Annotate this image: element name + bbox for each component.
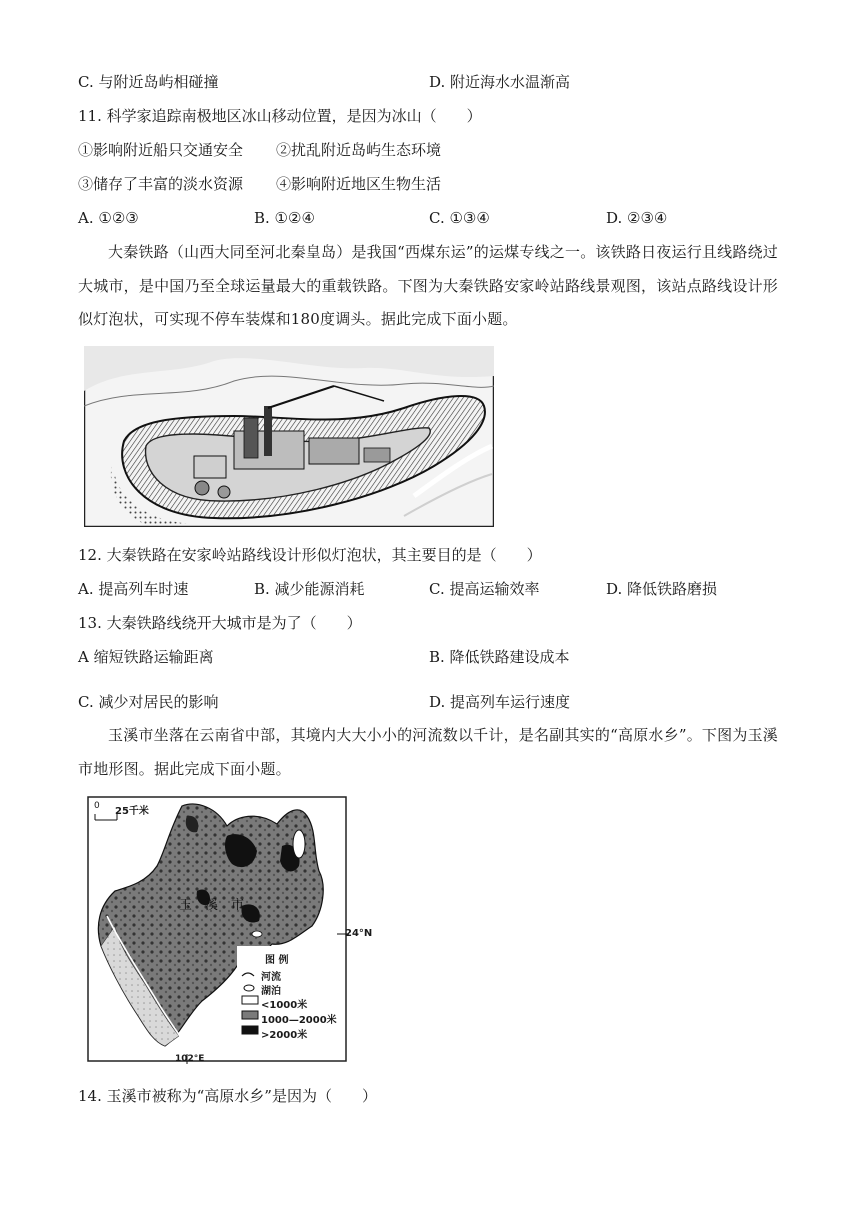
legend-lake: 湖泊: [261, 986, 281, 997]
passage-yuxi: 玉溪市坐落在云南省中部，其境内大大小小的河流数以千计，是名副其实的“高原水乡”。下图为玉溪市地形图。据此完成下面小题。: [78, 726, 778, 778]
q13-option-b: B. 降低铁路建设成本: [429, 648, 570, 666]
q14-stem: 14. 玉溪市被称为“高原水乡”是因为（ ）: [78, 1087, 377, 1105]
map-latitude-label: 24°N: [345, 928, 373, 939]
q13-option-c: C. 减少对居民的影响: [78, 693, 219, 711]
q11-stem: 11. 科学家追踪南极地区冰山移动位置，是因为冰山（ ）: [78, 107, 482, 125]
q12-option-c: C. 提高运输效率: [429, 580, 540, 598]
map-longitude-label: 102°E: [175, 1054, 205, 1064]
q11-item-3: ③储存了丰富的淡水资源: [78, 175, 244, 193]
railway-station-figure: [84, 346, 494, 527]
map-city-label: 玉 溪 市: [179, 898, 245, 913]
q11-option-d: D. ②③④: [606, 209, 668, 227]
q13-stem: 13. 大秦铁路线绕开大城市是为了（ ）: [78, 614, 362, 632]
map-scale-label: 25千米: [115, 806, 149, 817]
yuxi-terrain-map: [87, 796, 387, 1070]
q11-item-1: ①影响附近船只交通安全: [78, 141, 244, 159]
q13-option-a: A 缩短铁路运输距离: [78, 648, 214, 666]
q12-option-a: A. 提高列车时速: [78, 580, 189, 598]
q10-option-d: D. 附近海水水温渐高: [429, 73, 571, 91]
passage-daqin-railway: 大秦铁路（山西大同至河北秦皇岛）是我国“西煤东运”的运煤专线之一。该铁路日夜运行且线路绕过大城市，是中国乃至全球运量最大的重载铁路。下图为大秦铁路安家岭站路线景观图，该站点路线设计形似灯泡状，可实现不停车装煤和180度调头。据此完成下面小题。: [78, 243, 778, 328]
q13-option-d: D. 提高列车运行速度: [429, 693, 571, 711]
q10-option-c: C. 与附近岛屿相碰撞: [78, 73, 219, 91]
q12-stem: 12. 大秦铁路在安家岭站路线设计形似灯泡状，其主要目的是（ ）: [78, 546, 542, 564]
q11-option-b: B. ①②④: [254, 209, 315, 227]
q11-option-c: C. ①③④: [429, 209, 490, 227]
q11-item-4: ④影响附近地区生物生活: [276, 175, 442, 193]
q11-option-a: A. ①②③: [78, 209, 139, 227]
map-scale-zero: 0: [94, 801, 100, 811]
legend-title: 图 例: [265, 955, 289, 966]
q12-option-b: B. 减少能源消耗: [254, 580, 365, 598]
legend-mid: 1000—2000米: [261, 1015, 337, 1026]
q11-item-2: ②扰乱附近岛屿生态环境: [276, 141, 442, 159]
q12-option-d: D. 降低铁路磨损: [606, 580, 718, 598]
legend-low: <1000米: [261, 1000, 308, 1011]
legend-high: >2000米: [261, 1030, 308, 1041]
legend-river: 河流: [261, 972, 281, 983]
